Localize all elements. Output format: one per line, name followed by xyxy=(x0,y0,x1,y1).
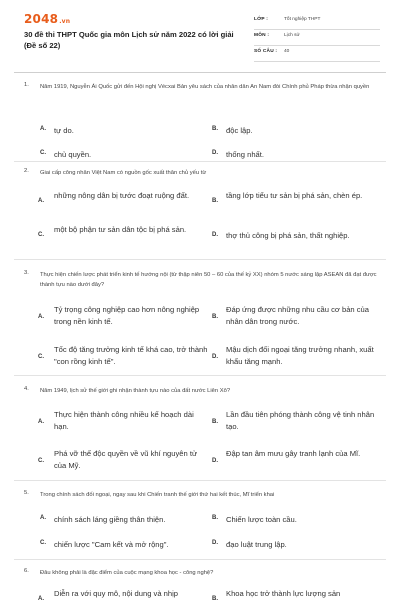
option-key: B. xyxy=(212,126,218,132)
meta-value: 40 xyxy=(284,49,290,54)
option-key: C. xyxy=(40,540,46,546)
meta-row-count xyxy=(254,46,380,62)
option-text: độc lập. xyxy=(226,126,253,135)
option-text: Phá vỡ thế độc quyền về vũ khí nguyên tử của Mỹ. xyxy=(54,449,198,470)
option-key: B. xyxy=(212,419,218,425)
option-text: đạo luật trung lập. xyxy=(226,540,287,549)
question-text: Năm 1949, lịch sử thế giới ghi nhận thành tựu nào của đất nước Liên Xô? xyxy=(40,388,231,394)
question-number: 2. xyxy=(24,168,29,174)
option-text: Tốc độ tăng trưởng kinh tế khá cao, trở thành "con rồng kinh tế". xyxy=(54,345,208,366)
meta-value: Tốt nghiệp THPT xyxy=(284,17,321,22)
option-text: Thực hiện thành công nhiều kế hoạch dài hạn. xyxy=(54,410,194,431)
question-text: Đâu không phải là đặc điểm của cuộc mạng khoa học - công nghệ? xyxy=(40,570,214,576)
question-separator xyxy=(14,480,386,481)
question-number: 1. xyxy=(24,82,29,88)
option-text: Đập tan âm mưu gây tranh lạnh của Mĩ. xyxy=(226,449,361,458)
option-key: A. xyxy=(38,419,44,425)
option-key: C. xyxy=(38,232,44,238)
option-key: D. xyxy=(212,150,218,156)
meta-row-subject xyxy=(254,30,380,46)
option-key: A. xyxy=(40,515,46,521)
option-text: Chiến lược toàn cầu. xyxy=(226,515,297,524)
meta-value: Lịch sử xyxy=(284,33,300,38)
meta-label: LỚP : xyxy=(254,17,269,22)
option-key: B. xyxy=(212,198,218,204)
question-separator xyxy=(14,259,386,260)
document-meta xyxy=(254,14,380,62)
meta-label: MÔN : xyxy=(254,33,270,38)
option-text: Khoa học trở thành lực lượng sản xyxy=(226,589,341,598)
question-text: Thực hiện chiến lược phát triển kinh tế hướng nội (từ thập niên 50 – 60 của thế kỷ XX) nhóm 5 nước sáng lập ASEAN đã đạt được thành tựu nào dưới đây? xyxy=(40,272,377,288)
question-number: 3. xyxy=(24,270,29,276)
question-text: Năm 1919, Nguyễn Ái Quốc gửi đến Hội nghị Vécxai Bản yêu sách của nhân dân An Nam đòi Chính phủ Pháp thừa nhận quyền xyxy=(40,84,370,90)
question-separator xyxy=(14,161,386,162)
header-divider xyxy=(14,72,386,73)
question-number: 5. xyxy=(24,490,29,496)
option-text: một bộ phận tư sản dân tộc bị phá sản. xyxy=(54,225,187,234)
option-key: D. xyxy=(212,232,218,238)
option-text: tự do. xyxy=(54,126,74,135)
question-separator xyxy=(14,375,386,376)
option-text: Mậu dịch đối ngoại tăng trưởng nhanh, xuất khẩu tăng mạnh. xyxy=(226,345,374,366)
option-text: chủ quyền. xyxy=(54,150,92,159)
question-text: Giai cấp công nhân Việt Nam có nguồn gốc xuất thân chủ yếu từ xyxy=(40,170,207,176)
document-header xyxy=(0,0,400,66)
option-key: B. xyxy=(212,314,218,320)
option-text: thống nhất. xyxy=(226,150,265,159)
option-key: C. xyxy=(38,354,44,360)
document-title: 30 đề thi THPT Quốc gia môn Lịch sử năm 2022 có lời giải (Đề số 22) xyxy=(24,30,234,50)
option-text: những nông dân bị tước đoạt ruộng đất. xyxy=(54,191,190,200)
meta-row-class xyxy=(254,14,380,30)
option-text: chiến lược "Cam kết và mở rộng". xyxy=(54,540,169,549)
option-text: Tỷ trọng công nghiệp cao hơn nông nghiệp trong nền kinh tế. xyxy=(54,305,200,326)
option-key: D. xyxy=(212,354,218,360)
question-number: 6. xyxy=(24,568,29,574)
option-text: Lần đầu tiên phóng thành công vệ tinh nhân tạo. xyxy=(226,410,375,431)
option-key: A. xyxy=(38,314,44,320)
option-text: Đáp ứng được những nhu cầu cơ bản của nhân dân trong nước. xyxy=(226,305,370,326)
option-key: B. xyxy=(212,515,218,521)
option-key: A. xyxy=(38,198,44,204)
site-logo[interactable] xyxy=(24,12,70,26)
option-text: chính sách láng giềng thân thiện. xyxy=(54,515,166,524)
logo-suffix: .vn xyxy=(59,18,71,25)
option-key: C. xyxy=(40,150,46,156)
question-number: 4. xyxy=(24,386,29,392)
option-key: B. xyxy=(212,596,218,600)
option-key: C. xyxy=(38,458,44,464)
question-text: Trong chính sách đối ngoại, ngay sau khi Chiến tranh thế giới thứ hai kết thúc, Mĩ triển khai xyxy=(40,492,275,498)
option-key: D. xyxy=(212,458,218,464)
meta-label: SỐ CÂU : xyxy=(254,49,278,54)
option-key: A. xyxy=(40,126,46,132)
logo-text: 2048 xyxy=(24,12,59,26)
option-text: thợ thủ công bị phá sản, thất nghiệp. xyxy=(226,231,350,240)
option-text: Diễn ra với quy mô, nội dung và nhịp xyxy=(54,589,179,598)
question-separator xyxy=(14,559,386,560)
option-key: D. xyxy=(212,540,218,546)
option-key: A. xyxy=(38,596,44,600)
option-text: tầng lớp tiểu tư sản bị phá sản, chèn ép. xyxy=(226,191,363,200)
